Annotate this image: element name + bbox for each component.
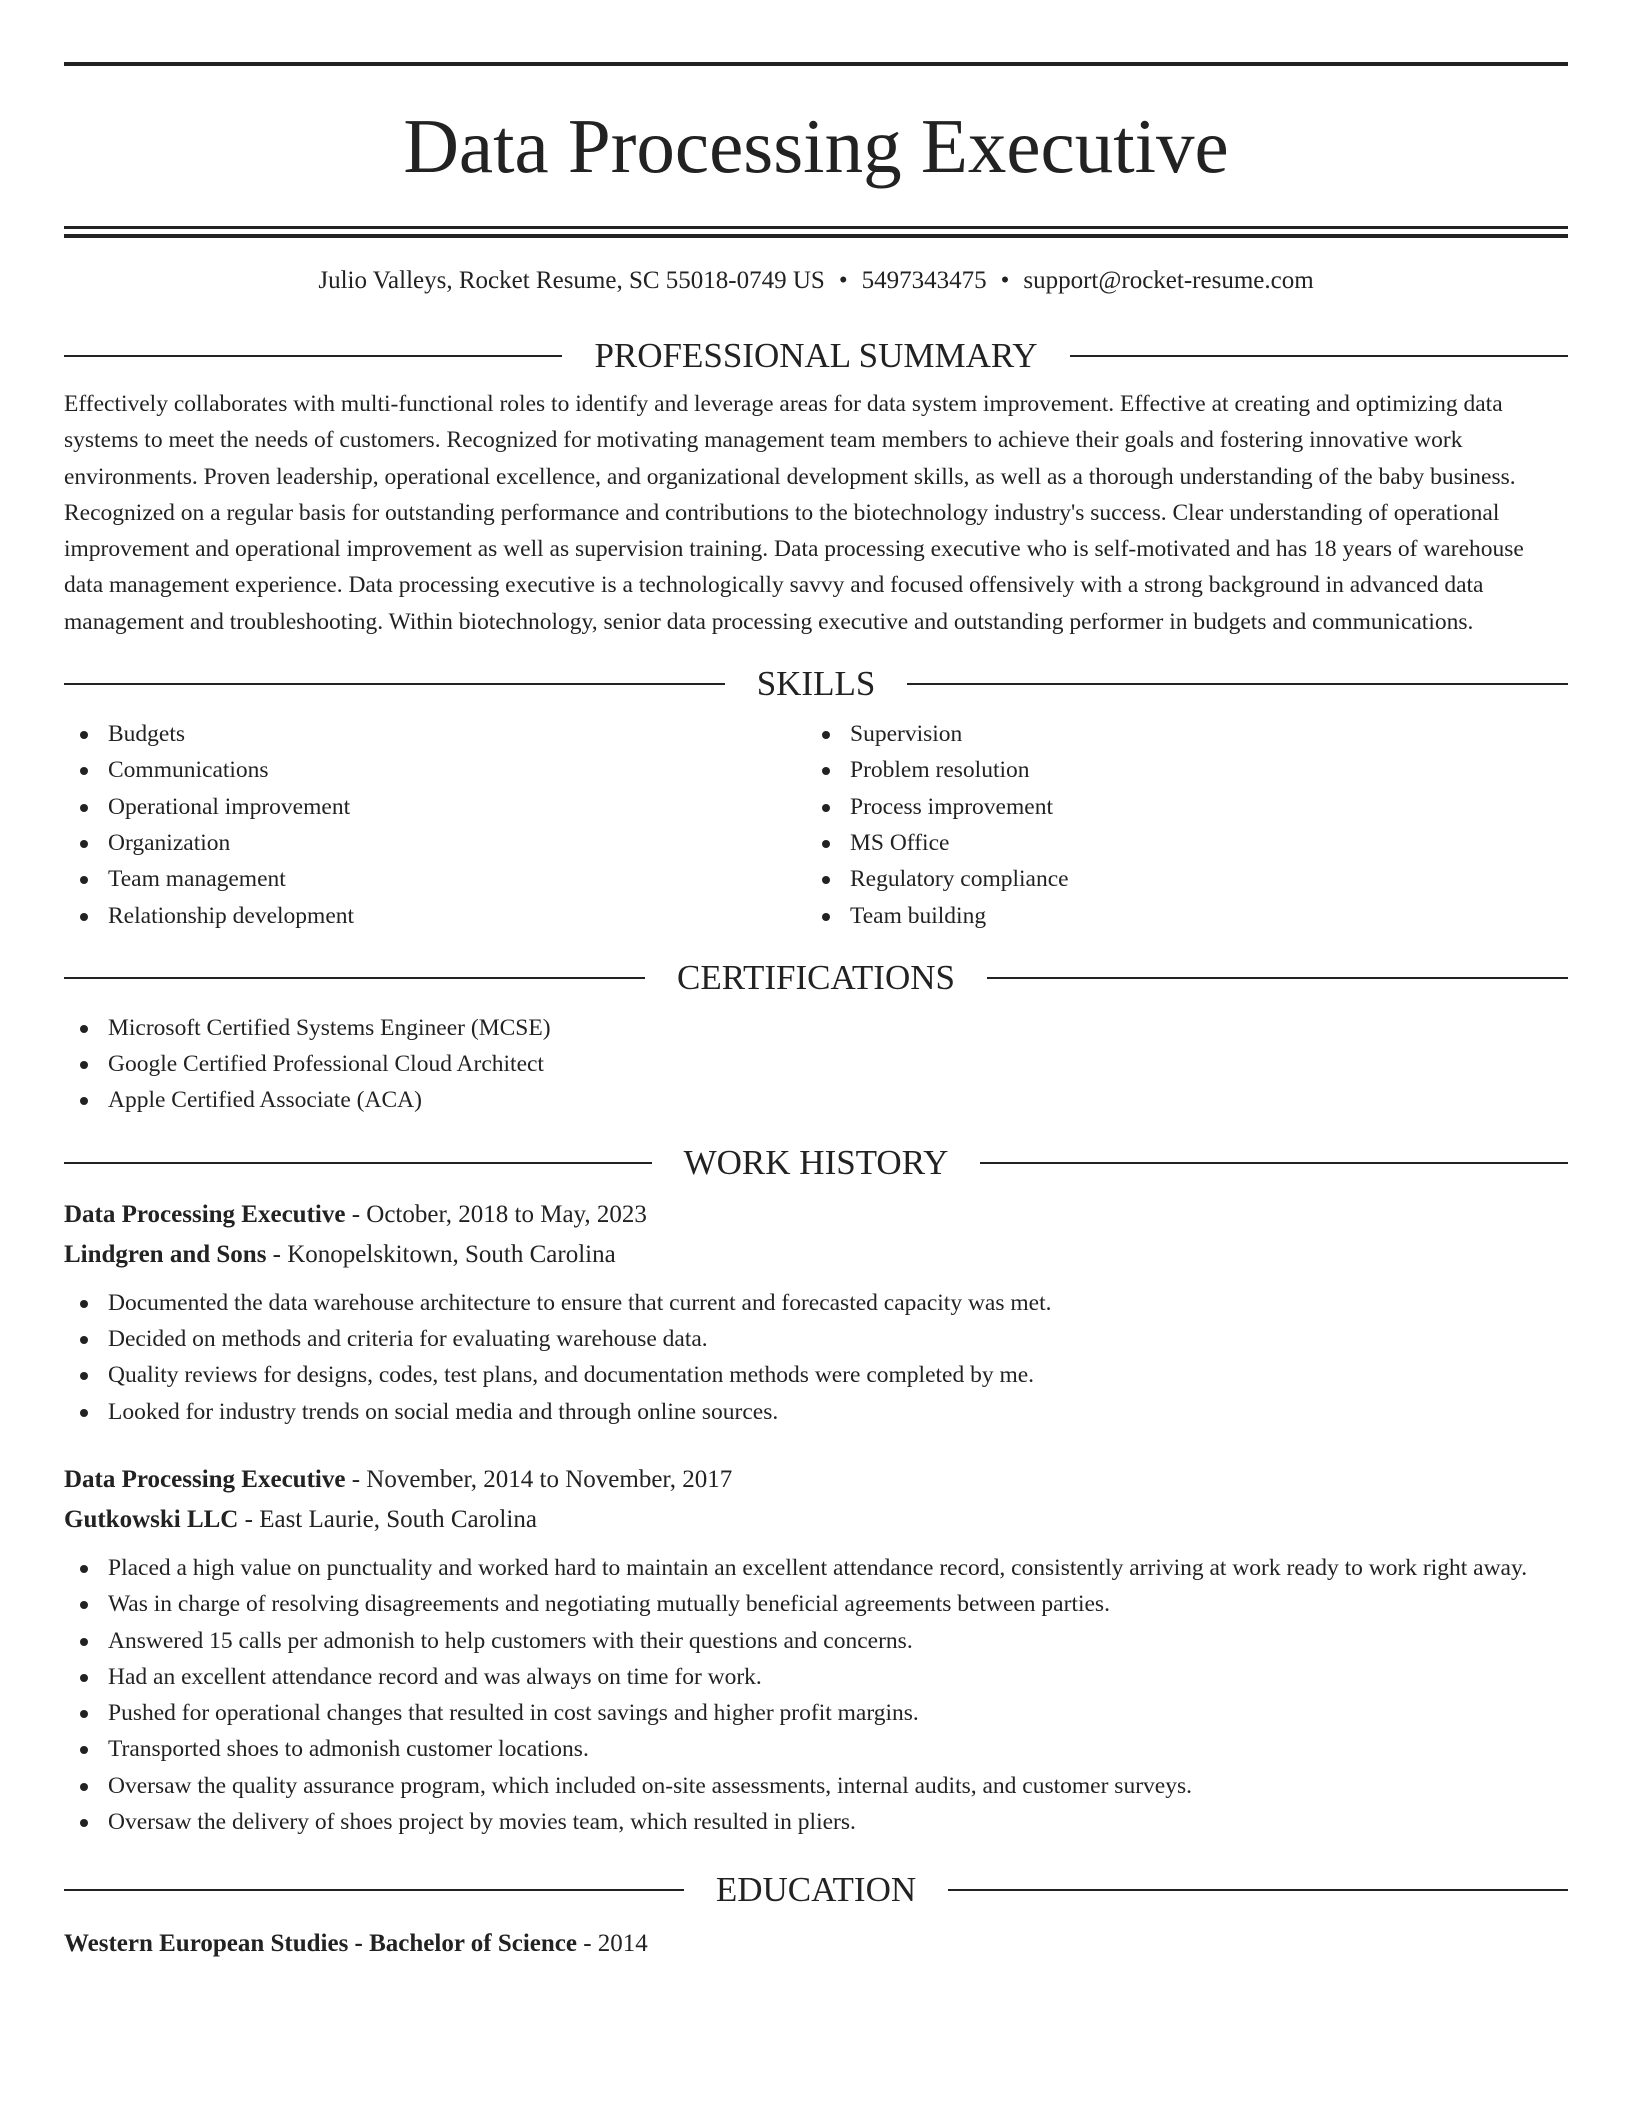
list-item: MS Office: [806, 825, 1548, 861]
contact-address: Julio Valleys, Rocket Resume, SC 55018-0749 US: [318, 267, 825, 294]
skills-column-right: [806, 716, 1548, 934]
job-company: Gutkowski LLC: [64, 1505, 239, 1533]
contact-phone: 5497343475: [861, 267, 987, 294]
job-company-line: [64, 1500, 1568, 1540]
list-item: Operational improvement: [64, 789, 806, 825]
list-item: Had an excellent attendance record and was always on time for work.: [64, 1659, 1568, 1695]
job-bullets: [64, 1285, 1568, 1430]
section-title: PROFESSIONAL SUMMARY: [594, 336, 1038, 375]
certifications-list: [64, 1010, 1568, 1119]
list-item: Placed a high value on punctuality and worked hard to maintain an excellent attendance record, consistently arriving at work ready to work right away.: [64, 1550, 1568, 1586]
section-heading-certifications: [64, 958, 1568, 998]
list-item: Looked for industry trends on social media and through online sources.: [64, 1394, 1568, 1430]
job-dates: - October, 2018 to May, 2023: [345, 1200, 647, 1228]
list-item: Problem resolution: [806, 752, 1548, 788]
list-item: Apple Certified Associate (ACA): [64, 1082, 1568, 1118]
top-rule: [64, 62, 1568, 66]
section-title: CERTIFICATIONS: [677, 957, 955, 997]
contact-separator: •: [838, 267, 848, 294]
list-item: Budgets: [64, 716, 806, 752]
section-title: WORK HISTORY: [683, 1142, 949, 1182]
job-title-line: [64, 1460, 1568, 1500]
education-year: - 2014: [576, 1930, 648, 1958]
list-item: Process improvement: [806, 789, 1548, 825]
contact-line: [64, 264, 1568, 298]
contact-email: support@rocket-resume.com: [1023, 267, 1314, 294]
list-item: Answered 15 calls per admonish to help customers with their questions and concerns.: [64, 1623, 1568, 1659]
job-company: Lindgren and Sons: [64, 1240, 267, 1268]
section-heading-work-history: [64, 1143, 1568, 1183]
list-item: Pushed for operational changes that resulted in cost savings and higher profit margins.: [64, 1695, 1568, 1731]
skills-list: [64, 716, 1568, 934]
resume-page: [64, 0, 1568, 1964]
job-entry: [64, 1195, 1568, 1430]
list-item: Quality reviews for designs, codes, test plans, and documentation methods were completed by me.: [64, 1357, 1568, 1393]
job-entry: [64, 1460, 1568, 1840]
job-company-line: [64, 1235, 1568, 1275]
list-item: Was in charge of resolving disagreements and negotiating mutually beneficial agreements between parties.: [64, 1586, 1568, 1622]
section-title: SKILLS: [756, 664, 876, 704]
skills-column-left: [64, 716, 806, 934]
list-item: Supervision: [806, 716, 1548, 752]
section-title: EDUCATION: [715, 1870, 917, 1910]
job-dates: - November, 2014 to November, 2017: [345, 1465, 733, 1493]
list-item: Team building: [806, 898, 1548, 934]
list-item: Transported shoes to admonish customer locations.: [64, 1731, 1568, 1767]
job-title-line: [64, 1195, 1568, 1235]
summary-text: Effectively collaborates with multi-functional roles to identify and leverage areas for data system improvement. Effective at creating and optimizing data systems to meet the needs of customers. Recognized for motivating management team members to achieve their goals and fostering innovative work environments. Proven leadership, operational excellence, and organizational development skills, as well as a thorough understanding of the baby business. Recognized on a regular basis for outstanding performance and contributions to the biotechnology industry's success. Clear understanding of operational improvement and operational improvement as well as supervision training. Data processing executive who is self-motivated and has 18 years of warehouse data management experience. Data processing executive is a technologically savvy and focused offensively with a strong background in advanced data management and troubleshooting. Within biotechnology, senior data processing executive and outstanding performer in budgets and communications.: [64, 391, 1524, 635]
list-item: Organization: [64, 825, 806, 861]
section-heading-skills: [64, 664, 1568, 704]
job-title: Data Processing Executive: [64, 1200, 346, 1228]
list-item: Google Certified Professional Cloud Architect: [64, 1046, 1568, 1082]
list-item: Regulatory compliance: [806, 861, 1548, 897]
title-double-rule: [64, 226, 1568, 238]
page-title: Data Processing Executive: [403, 103, 1229, 189]
list-item: Oversaw the delivery of shoes project by movies team, which resulted in pliers.: [64, 1804, 1568, 1840]
list-item: Oversaw the quality assurance program, which included on-site assessments, internal audits, and customer surveys.: [64, 1768, 1568, 1804]
job-title: Data Processing Executive: [64, 1465, 346, 1493]
job-location: - East Laurie, South Carolina: [238, 1505, 537, 1533]
job-bullets: [64, 1550, 1568, 1840]
list-item: Decided on methods and criteria for evaluating warehouse data.: [64, 1321, 1568, 1357]
section-heading-education: [64, 1870, 1568, 1910]
section-heading-summary: [64, 336, 1568, 376]
list-item: Documented the data warehouse architecture to ensure that current and forecasted capacity was met.: [64, 1285, 1568, 1321]
list-item: Microsoft Certified Systems Engineer (MCSE): [64, 1010, 1568, 1046]
list-item: Communications: [64, 752, 806, 788]
contact-separator: •: [1000, 267, 1010, 294]
education-degree: Western European Studies - Bachelor of Science: [64, 1930, 577, 1958]
job-location: - Konopelskitown, South Carolina: [266, 1240, 616, 1268]
list-item: Team management: [64, 861, 806, 897]
education-entry: [64, 1924, 1568, 1964]
list-item: Relationship development: [64, 898, 806, 934]
